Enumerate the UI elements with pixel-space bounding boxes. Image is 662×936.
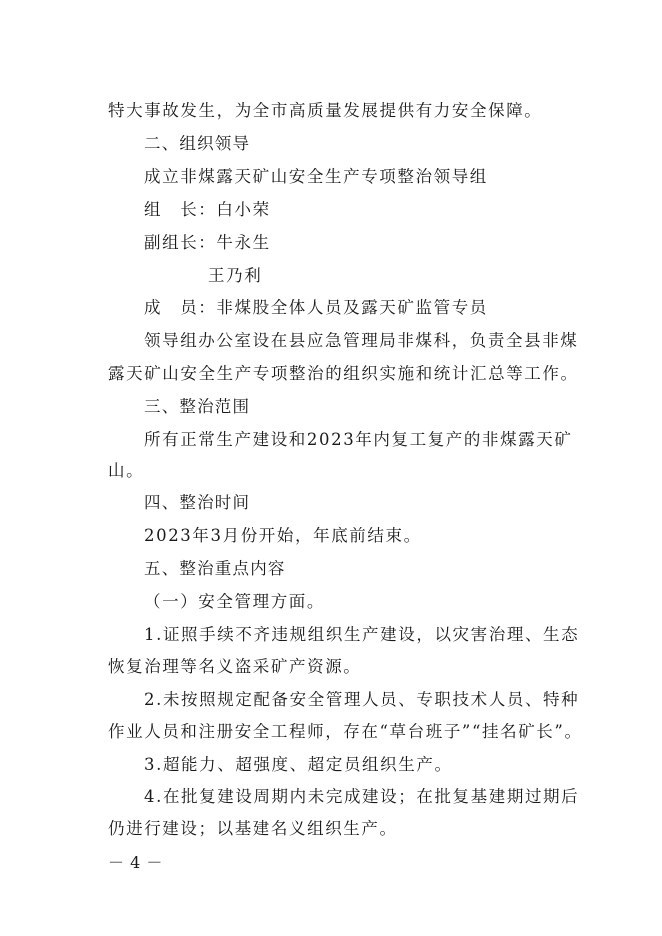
page-number: － 4 － (108, 853, 163, 872)
body-text-line: 王乃利 (208, 266, 263, 285)
body-text-line: 成 员：非煤股全体人员及露天矿监管专员 (144, 298, 488, 317)
body-text-line: 2.未按照规定配备安全管理人员、专职技术人员、特种 (144, 690, 580, 709)
section-heading: 五、整治重点内容 (144, 559, 286, 578)
body-text-line: 所有正常生产建设和2023年内复工复产的非煤露天矿 (144, 430, 573, 449)
body-text-line: 仍进行建设；以基建名义组织生产。 (108, 819, 398, 838)
body-text-line: 副组长：牛永生 (144, 233, 271, 252)
section-heading: 二、组织领导 (144, 134, 251, 153)
body-text-line: （一）安全管理方面。 (144, 592, 325, 611)
body-text-line: 特大事故发生，为全市高质量发展提供有力安全保障。 (108, 101, 543, 120)
body-text-line: 作业人员和注册安全工程师，存在“草台班子”“挂名矿长”。 (108, 722, 583, 741)
body-text-line: 成立非煤露天矿山安全生产专项整治领导组 (144, 167, 488, 186)
body-text-line: 恢复治理等名义盗采矿产资源。 (108, 657, 362, 676)
body-text-line: 领导组办公室设在县应急管理局非煤科，负责全县非煤 (144, 331, 579, 350)
body-text-line: 3.超能力、超强度、超定员组织生产。 (144, 755, 453, 774)
body-text-line: 山。 (108, 461, 145, 480)
body-text-line: 2023年3月份开始，年底前结束。 (144, 526, 422, 545)
body-text-line: 4.在批复建设周期内未完成建设；在批复基建期过期后 (144, 787, 580, 806)
body-text-line: 露天矿山安全生产专项整治的组织实施和统计汇总等工作。 (108, 364, 579, 383)
body-text-line: 1.证照手续不齐违规组织生产建设，以灾害治理、生态 (144, 625, 580, 644)
section-heading: 三、整治范围 (144, 397, 251, 416)
body-text-line: 组 长：白小荣 (144, 200, 271, 219)
section-heading: 四、整治时间 (144, 493, 251, 512)
